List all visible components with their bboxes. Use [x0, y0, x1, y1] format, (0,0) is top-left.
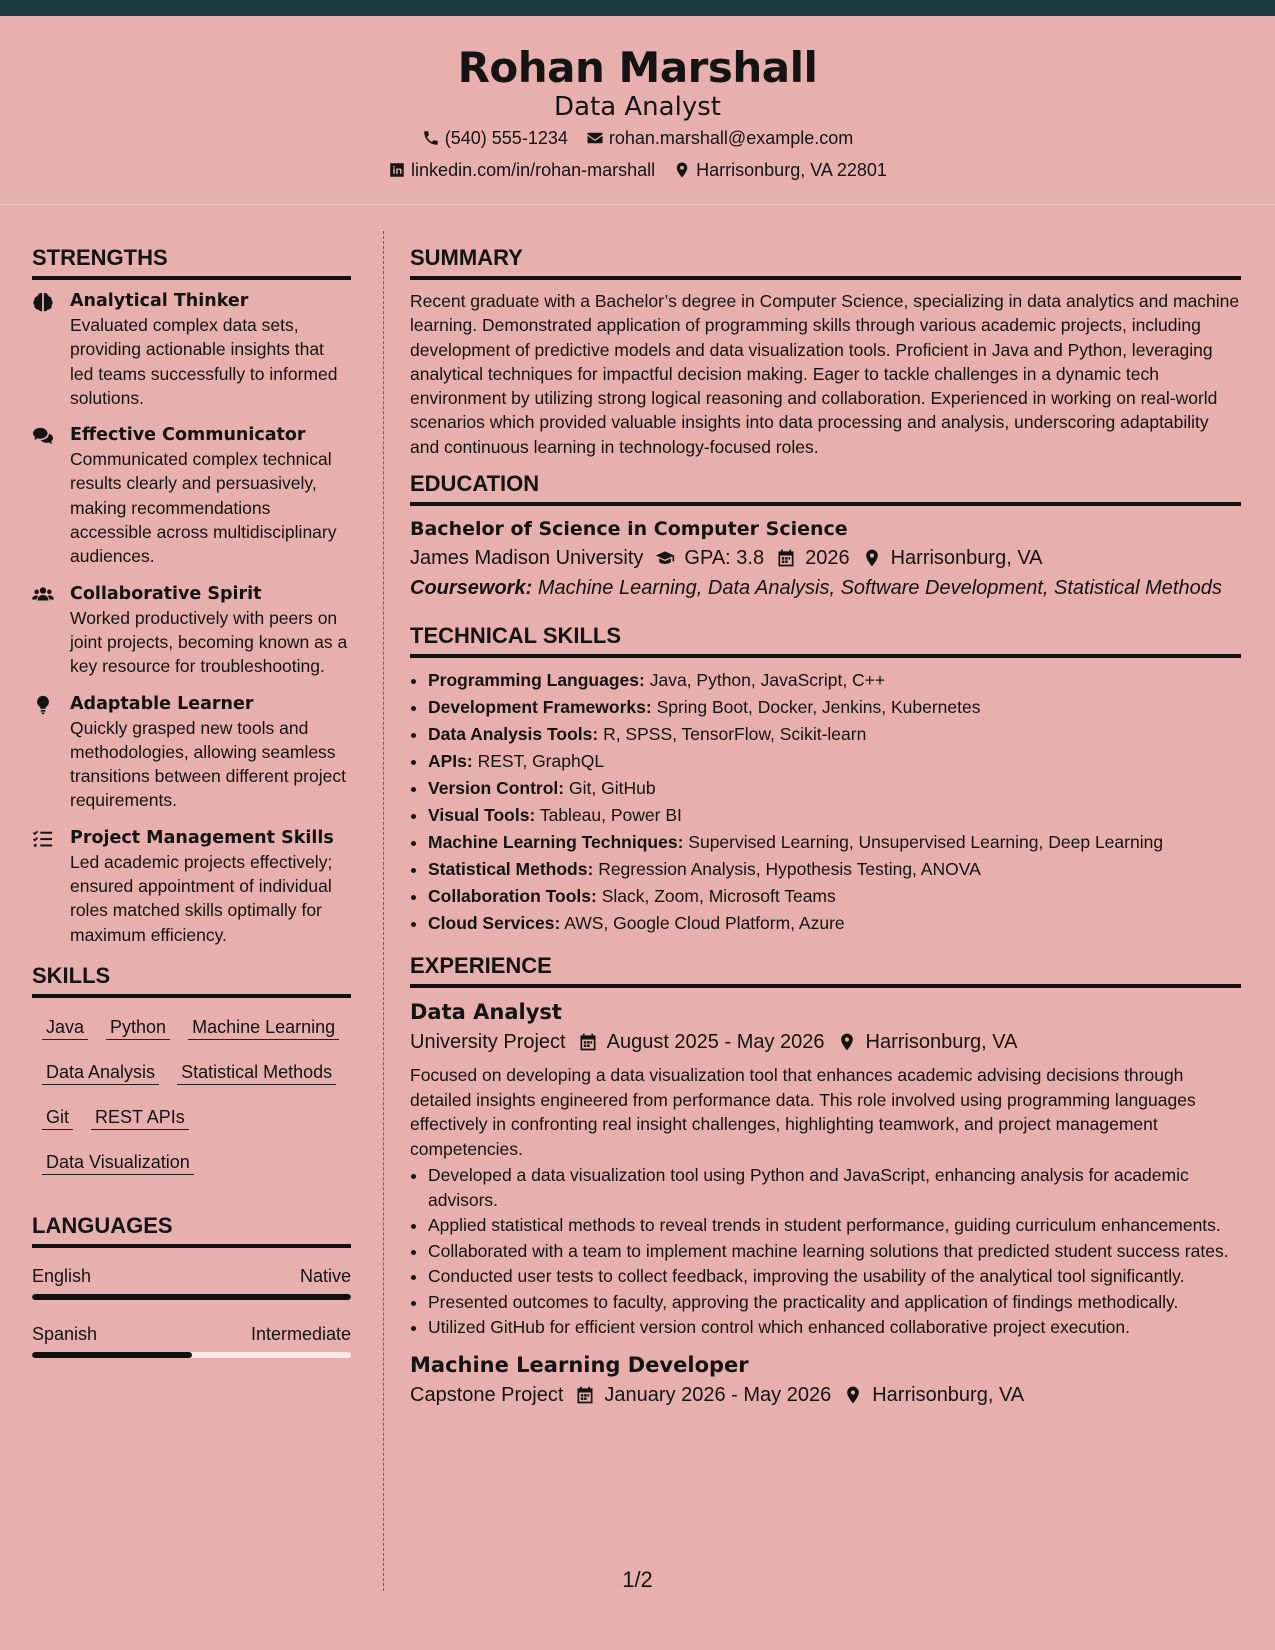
strength-title: Adaptable Learner: [70, 693, 254, 714]
strength-item: [32, 582, 351, 679]
job-meta: [410, 1027, 1241, 1057]
job-title: Machine Learning Developer: [410, 1352, 749, 1377]
technical-skills-list: [410, 667, 1241, 937]
skill-tag: REST APIs: [91, 1105, 189, 1130]
strength-title: Project Management Skills: [70, 827, 334, 848]
job-bullets: [410, 1163, 1241, 1340]
left-column: [32, 243, 351, 1358]
list-item: [428, 856, 1241, 883]
candidate-title: Data Analyst: [554, 92, 721, 122]
experience-entry: [410, 1350, 1241, 1410]
school-name: James Madison University: [410, 547, 644, 570]
skill-values: Supervised Learning, Unsupervised Learning, Deep Learning: [688, 832, 1164, 853]
skill-values: AWS, Google Cloud Platform, Azure: [564, 913, 845, 934]
strength-title: Effective Communicator: [70, 425, 306, 446]
list-item: [428, 748, 1241, 775]
technical-skills-heading: TECHNICAL SKILLS: [410, 621, 1241, 658]
degree-title: Bachelor of Science in Computer Science: [410, 518, 848, 541]
job-dates: August 2025 - May 2026: [606, 1031, 825, 1054]
education-heading: EDUCATION: [410, 469, 1241, 506]
skill-tag: Statistical Methods: [177, 1060, 336, 1085]
skill-tag: Data Analysis: [42, 1060, 159, 1085]
skill-tag: Data Visualization: [42, 1150, 194, 1175]
column-divider: [383, 231, 384, 1591]
phone-contact[interactable]: [422, 122, 568, 154]
skill-category: Programming Languages:: [428, 670, 645, 691]
school-location: Harrisonburg, VA: [890, 547, 1043, 570]
list-check-icon: [32, 829, 54, 849]
list-item: [428, 802, 1241, 829]
education-meta: [410, 543, 1241, 573]
list-item: • Presented outcomes to faculty, approving the practicality and application of findings methodically.: [428, 1290, 1241, 1315]
list-item: [428, 829, 1241, 856]
skill-values: Tableau, Power BI: [539, 805, 682, 826]
skill-category: Cloud Services:: [428, 913, 561, 934]
page-number: 1/2: [622, 1567, 653, 1592]
graduation-year: 2026: [805, 547, 850, 570]
phone-text: (540) 555-1234: [444, 128, 568, 148]
language-proficiency-fill: [32, 1352, 192, 1358]
strength-description: Worked productively with peers on joint projects, becoming known as a key resource for troubleshooting.: [70, 607, 348, 677]
experience-heading: EXPERIENCE: [410, 951, 1241, 988]
skill-values: Spring Boot, Docker, Jenkins, Kubernetes: [656, 697, 981, 718]
linkedin-text: linkedin.com/in/rohan-marshall: [411, 160, 656, 180]
skill-values: Java, Python, JavaScript, C++: [649, 670, 886, 691]
strength-title: Analytical Thinker: [70, 291, 249, 311]
list-item: [428, 775, 1241, 802]
skill-tag: Git: [42, 1105, 73, 1130]
language-name: Spanish: [32, 1323, 98, 1344]
language-item: [32, 1264, 351, 1300]
skills-list: [32, 1007, 351, 1175]
strength-description: Communicated complex technical results clearly and persuasively, making recommendations accessible across multidisciplinary audiences.: [70, 449, 337, 567]
phone-icon: [422, 129, 440, 147]
language-level: Native: [299, 1265, 351, 1286]
list-item: • Applied statistical methods to reveal trends in student performance, guiding curriculum enhancements.: [428, 1213, 1241, 1238]
language-proficiency-bar: [32, 1294, 351, 1300]
skill-values: Git, GitHub: [569, 778, 656, 799]
gpa-text: GPA: 3.8: [684, 547, 765, 570]
list-item: [428, 910, 1241, 937]
brain-icon: [32, 292, 54, 312]
summary-heading: SUMMARY: [410, 243, 1241, 280]
list-item: • Collaborated with a team to implement machine learning solutions that predicted student success rates.: [428, 1239, 1241, 1264]
location-contact: [673, 154, 887, 186]
job-meta: [410, 1380, 1241, 1410]
list-item: [428, 667, 1241, 694]
contact-row-1: [0, 122, 1275, 154]
strength-item: [32, 826, 351, 947]
list-item: • Developed a data visualization tool using Python and JavaScript, enhancing analysis for academic advisors.: [428, 1163, 1241, 1212]
job-organization: University Project: [410, 1031, 566, 1054]
skill-category: Visual Tools:: [428, 805, 536, 826]
lightbulb-icon: [32, 695, 54, 715]
comments-icon: [32, 426, 54, 446]
job-location: Harrisonburg, VA: [865, 1031, 1018, 1054]
skill-tag: Java: [42, 1015, 88, 1040]
map-marker-icon: [843, 1385, 863, 1405]
email-text: rohan.marshall@example.com: [608, 128, 854, 148]
language-item: [32, 1322, 351, 1358]
skills-heading: SKILLS: [32, 961, 351, 998]
list-item: [428, 721, 1241, 748]
strength-item: [32, 423, 351, 568]
skill-tag: Python: [106, 1015, 170, 1040]
top-accent-bar: [0, 0, 1275, 16]
skill-category: Data Analysis Tools:: [428, 724, 599, 745]
list-item: • Utilized GitHub for efficient version control which enhanced collaborative project execution.: [428, 1315, 1241, 1340]
job-title: Data Analyst: [410, 1000, 562, 1025]
coursework-label: Coursework:: [410, 577, 533, 600]
skill-tag: Machine Learning: [188, 1015, 339, 1040]
list-item: [428, 694, 1241, 721]
strength-item: [32, 692, 351, 813]
linkedin-icon: [388, 161, 406, 179]
list-item: • Conducted user tests to collect feedback, improving the usability of the analytical tool significantly.: [428, 1264, 1241, 1289]
skill-category: Development Frameworks:: [428, 697, 652, 718]
strength-description: Led academic projects effectively; ensured appointment of individual roles matched skills optimally for maximum efficiency.: [70, 851, 333, 945]
language-proficiency-bar: [32, 1352, 351, 1358]
strength-item: [32, 289, 351, 410]
right-column: [410, 243, 1241, 1410]
coursework: [410, 573, 1241, 603]
list-item: [428, 883, 1241, 910]
strength-title: Collaborative Spirit: [70, 583, 262, 604]
calendar-icon: [578, 1032, 598, 1052]
map-marker-icon: [837, 1032, 857, 1052]
candidate-name: Rohan Marshall: [457, 43, 818, 92]
envelope-icon: [586, 129, 604, 147]
job-organization: Capstone Project: [410, 1383, 564, 1406]
email-contact[interactable]: [586, 122, 853, 154]
resume-header: [0, 16, 1275, 205]
linkedin-contact[interactable]: [388, 154, 655, 186]
users-icon: [32, 585, 54, 605]
skill-values: R, SPSS, TensorFlow, Scikit-learn: [603, 724, 867, 745]
strength-description: Evaluated complex data sets, providing actionable insights that led teams successfully to informed solutions.: [70, 315, 338, 408]
languages-heading: LANGUAGES: [32, 1211, 351, 1248]
strength-description: Quickly grasped new tools and methodologies, allowing seamless transitions between different project requirements.: [70, 717, 346, 811]
contact-row-2: [0, 154, 1275, 186]
job-dates: January 2026 - May 2026: [604, 1383, 832, 1406]
skill-values: Regression Analysis, Hypothesis Testing, ANOVA: [598, 859, 981, 880]
skill-category: APIs:: [428, 751, 473, 772]
map-marker-icon: [673, 161, 691, 179]
skill-values: REST, GraphQL: [477, 751, 605, 772]
calendar-icon: [575, 1385, 595, 1405]
location-text: Harrisonburg, VA 22801: [696, 160, 887, 180]
skill-category: Machine Learning Techniques:: [428, 832, 684, 853]
map-marker-icon: [862, 548, 882, 568]
language-name: English: [32, 1265, 92, 1286]
job-location: Harrisonburg, VA: [872, 1383, 1025, 1406]
language-proficiency-fill: [32, 1294, 351, 1300]
skill-category: Version Control:: [428, 778, 565, 799]
skill-category: Statistical Methods:: [428, 859, 594, 880]
graduation-cap-icon: [655, 548, 675, 568]
calendar-icon: [776, 548, 796, 568]
language-level: Intermediate: [250, 1323, 351, 1344]
skill-values: Slack, Zoom, Microsoft Teams: [601, 886, 836, 907]
job-description: Focused on developing a data visualization tool that enhances academic advising decisions through detailed insights engineered from performance data. This role involved using programming languages effectively in confronting real insight challenges, highlighting teamwork, and project management competencies.: [410, 1065, 1196, 1159]
skill-category: Collaboration Tools:: [428, 886, 597, 907]
strengths-heading: STRENGTHS: [32, 243, 351, 280]
resume-body: [0, 205, 1275, 1650]
experience-entry: [410, 997, 1241, 1340]
coursework-list: Machine Learning, Data Analysis, Software Development, Statistical Methods: [537, 577, 1222, 600]
summary-text: Recent graduate with a Bachelor’s degree in Computer Science, specializing in data analytics and machine learning. Demonstrated application of programming skills through various academic projects, including development of predictive models and data visualization tools. Proficient in Java and Python, leveraging analytical techniques for impactful decision making. Eager to tackle challenges in a dynamic tech environment by utilizing strong logical reasoning and collaboration. Experienced in working on real-world scenarios which provided valuable insights into data processing and analysis, underscoring adaptability and continuous learning in technology-focused roles.: [410, 291, 1240, 457]
